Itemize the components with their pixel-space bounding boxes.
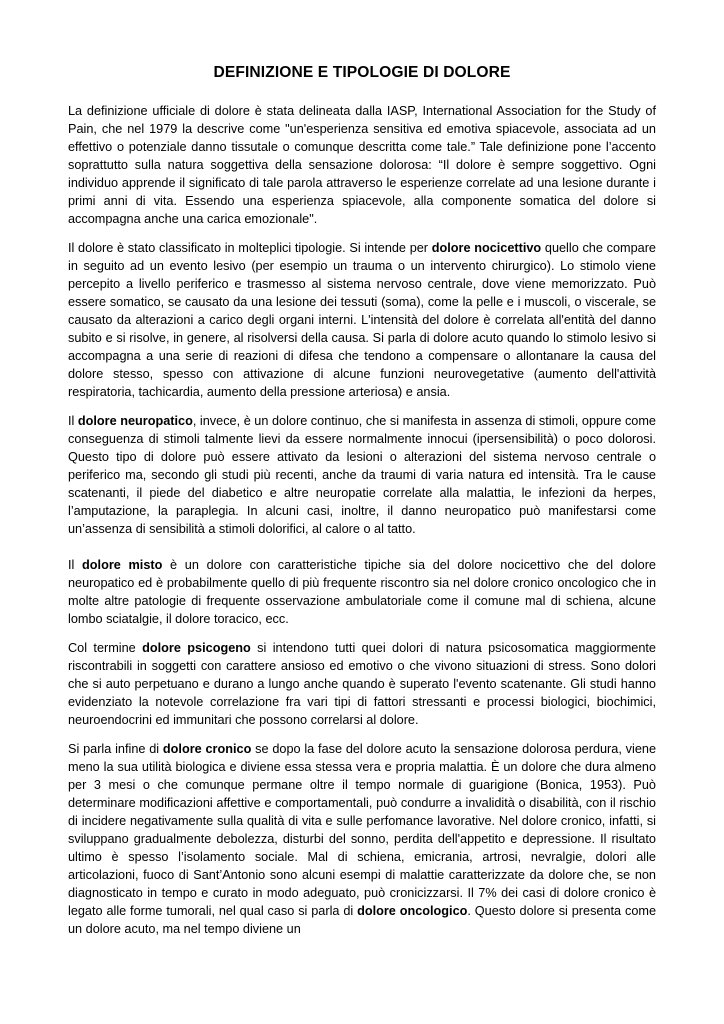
- term-nociceptive: dolore nocicettivo: [431, 241, 542, 255]
- paragraph-psychogenic: [68, 639, 656, 729]
- text-run: quello che compare in seguito ad un evento lesivo (per esempio un trauma o un intervento chirurgico). Lo stimolo viene percepito a livello periferico e trasmesso al sistema nervoso centrale, dove viene memorizzato. Può essere somatico, se causato da una lesione dei tessuti (soma), come la pelle e i muscoli, o viscerale, se causato da alterazioni a carico degli organi interni. L'intensità del dolore è correlata all'entità del danno subito e si risolve, in genere, al risolversi della causa. Si parla di dolore acuto quando lo stimolo lesivo si accompagna a una serie di reazioni di difesa che tendono a compensare o allontanare la causa del dolore stesso, spesso con attivazione di alcune funzioni neurovegetative (aumento dell'attività respiratoria, tachicardia, aumento della pressione arteriosa) e ansia.: [68, 241, 656, 399]
- text-run: . Questo dolore si presenta come un dolore acuto, ma nel tempo diviene un: [68, 904, 657, 936]
- text-run: Col termine: [68, 641, 143, 655]
- text-run: Il: [68, 558, 83, 572]
- term-psychogenic: dolore psicogeno: [142, 641, 251, 655]
- paragraph-nociceptive: [68, 239, 656, 401]
- paragraph-mixed: [68, 556, 656, 628]
- text-run: Il: [68, 414, 78, 428]
- term-chronic: dolore cronico: [162, 742, 252, 756]
- term-oncological: dolore oncologico: [357, 904, 468, 918]
- text-run: è un dolore con caratteristiche tipiche sia del dolore nocicettivo che del dolore neuropatico ed è probabilmente quello di più frequente riscontro sia nel dolore cronico oncologico che in molte altre patologie di frequente osservazione ambulatoriale come il comune mal di schiena, alcune lombo sciatalgie, il dolore toracico, ecc.: [68, 558, 656, 626]
- document-page: [68, 64, 656, 949]
- term-mixed: dolore misto: [82, 558, 163, 572]
- text-run: si intendono tutti quei dolori di natura psicosomatica maggiormente riscontrabili in soggetti con carattere ansioso ed emotivo o che vivono situazioni di stress. Sono dolori che si auto perpetuano e durano a lungo anche quando è superato l'evento scatenante. Gli studi hanno evidenziato la notevole correlazione fra vari tipi di fattori stressanti e processi biologici, biochimici, neuroendocrini ed immunitari che possono correlarsi al dolore.: [68, 641, 656, 727]
- text-run: , invece, è un dolore continuo, che si manifesta in assenza di stimoli, oppure come conseguenza di stimoli talmente lievi da essere normalmente innocui (ipersensibilità) o poco dolorosi. Questo tipo di dolore può essere attivato da lesioni o alterazioni del sistema nervoso centrale o periferico ma, secondo gli studi più recenti, anche da traumi di varia natura ed intensità. Tra le cause scatenanti, il piede del diabetico e altre neuropatie correlate alla malattia, le infezioni da herpes, l’amputazione, la paraplegia. In alcuni casi, inoltre, il danno neuropatico può manifestarsi come un’assenza di sensibilità a stimoli dolorifici, al calore o al tatto.: [68, 414, 656, 536]
- paragraph-chronic: [68, 740, 656, 938]
- text-run: se dopo la fase del dolore acuto la sensazione dolorosa perdura, viene meno la sua utilità biologica e diviene essa stessa vera e propria malattia. È un dolore che dura almeno per 3 mesi o che comunque permane oltre il tempo normale di guarigione (Bonica, 1953). Può determinare modificazioni affettive e comportamentali, può condurre a invalidità o disabilità, con il rischio di incidere negativamente sulla qualità di vita e sulle perfomance lavorative. Nel dolore cronico, infatti, si sviluppano gradualmente debolezza, disturbi del sonno, perdita dell'appetito e depressione. Il risultato ultimo è spesso l’isolamento sociale. Mal di schiena, emicrania, artrosi, nevralgie, dolori alle articolazioni, fuoco di Sant’Antonio sono alcuni esempi di malattie caratterizzate da dolore che, se non diagnosticato in tempo e curato in modo adeguato, può cronicizzarsi. Il 7% dei casi di dolore cronico è legato alle forme tumorali, nel qual caso si parla di: [68, 742, 656, 918]
- term-neuropathic: dolore neuropatico: [77, 414, 193, 428]
- document-title: DEFINIZIONE E TIPOLOGIE DI DOLORE: [213, 64, 511, 81]
- text-run: Si parla infine di: [68, 742, 163, 756]
- text-run: Il dolore è stato classificato in molteplici tipologie. Si intende per: [68, 241, 432, 255]
- paragraph-definition: La definizione ufficiale di dolore è stata delineata dalla IASP, International Association for the Study of Pain, che nel 1979 la descrive come "un'esperienza sensitiva ed emotiva spiacevole, associata ad un effettivo o potenziale danno tissutale o comunque descritta come tale.” Tale definizione pone l’accento soprattutto sulla natura soggettiva della sensazione dolorosa: “Il dolore è sempre soggettivo. Ogni individuo apprende il significato di tale parola attraverso le esperienze correlate ad una lesione durante i primi anni di vita. Essendo una esperienza spiacevole, alla componente somatica del dolore si accompagna anche una carica emozionale".: [68, 104, 656, 226]
- paragraph-neuropathic: [68, 412, 656, 538]
